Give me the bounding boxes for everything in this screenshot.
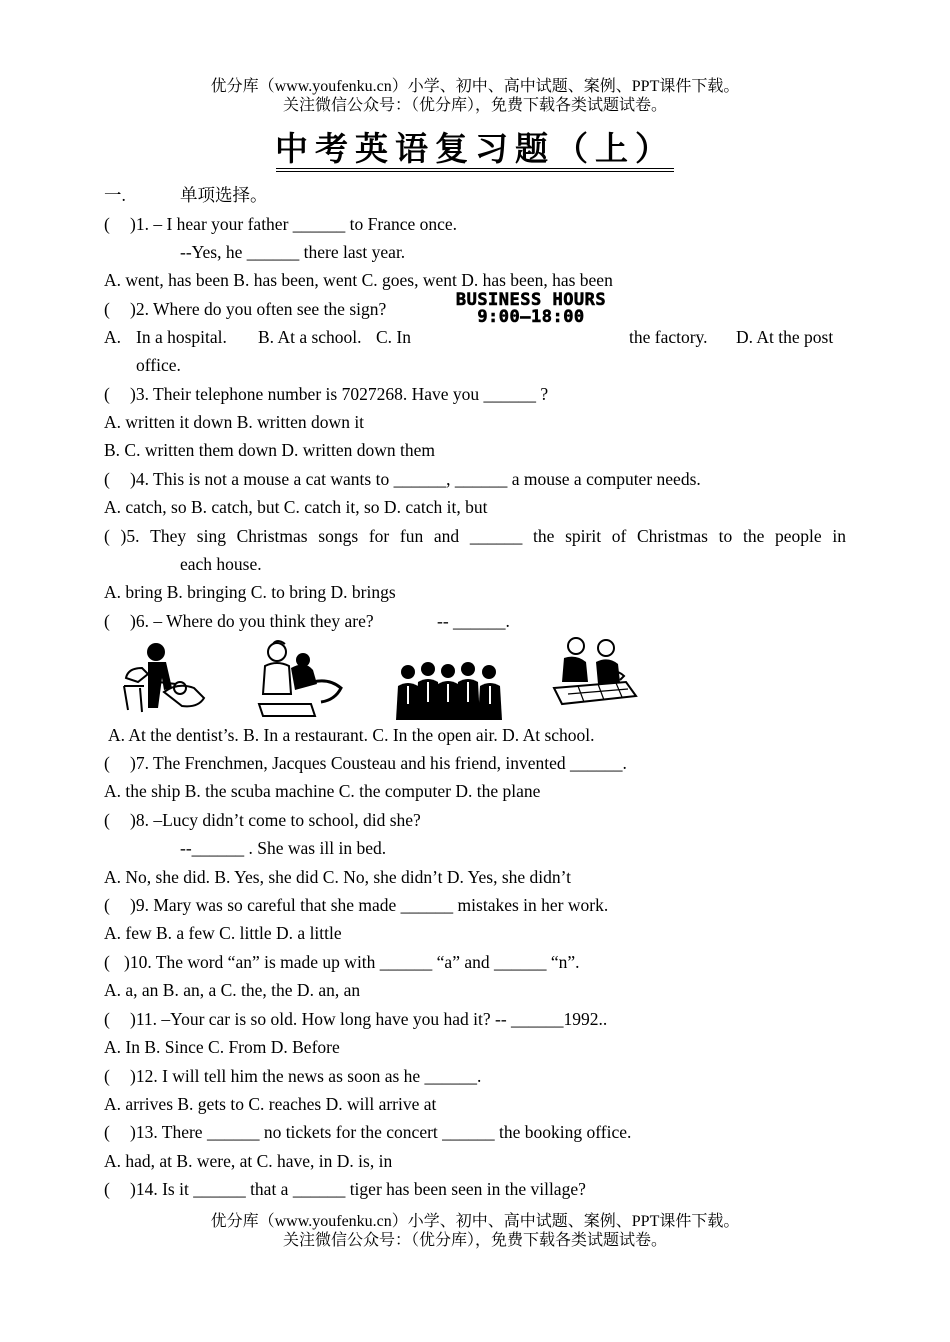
question-7: ( )7. The Frenchmen, Jacques Cousteau and his friend, invented ______. (104, 753, 627, 773)
question-2: ( )2. Where do you often see the sign? (104, 299, 387, 319)
question-4-options: A. catch, so B. catch, but C. catch it, so D. catch it, but (104, 497, 488, 517)
question-2-option-d: D. At the post (736, 327, 834, 347)
question-10: ( )10. The word “an” is made up with ______ “a” and ______ “n”. (104, 952, 580, 972)
question-12-options: A. arrives B. gets to C. reaches D. will arrive at (104, 1094, 437, 1114)
question-2-option-c: C. In (376, 327, 411, 347)
title-underline (276, 168, 674, 169)
header-line-1: 优分库（www.youfenku.cn）小学、初中、高中试题、案例、PPT课件下载。 (210, 78, 740, 95)
question-7-text: )7. The Frenchmen, Jacques Cousteau and his friend, invented ______. (130, 753, 627, 773)
header-line-2: 关注微信公众号：（优分库），免费下载各类试题试卷。 (282, 97, 667, 114)
question-14-text: )14. Is it ______ that a ______ tiger has been seen in the village? (130, 1179, 586, 1199)
section-number: 一. (104, 185, 126, 205)
footer-line-2: 关注微信公众号：（优分库），免费下载各类试题试卷。 (282, 1232, 667, 1249)
question-1-reply: --Yes, he ______ there last year. (180, 242, 406, 262)
question-2-text: )2. Where do you often see the sign? (130, 299, 387, 319)
question-3: ( )3. Their telephone number is 7027268. Have you ______ ? (104, 384, 549, 404)
question-1: ( )1. – I hear your father ______ to France once. (104, 214, 458, 234)
section-heading (104, 184, 268, 206)
question-2-option-b: B. At a school. (258, 327, 362, 347)
group-people-picture (394, 660, 504, 720)
page-footer (0, 1212, 950, 1250)
question-2-option-d-rest: office. (136, 355, 181, 375)
question-11-text: )11. –Your car is so old. How long have you had it? -- ______1992.. (130, 1009, 608, 1029)
question-1-options: A. went, has been B. has been, went C. goes, went D. has been, has been (104, 270, 613, 290)
question-4: ( )4. This is not a mouse a cat wants to ______, ______ a mouse a computer needs. (104, 469, 701, 489)
question-5-options: A. bring B. bringing C. to bring D. brings (104, 582, 396, 602)
question-1-text: )1. – I hear your father ______ to France once. (130, 214, 458, 234)
question-3-options-1: A. written it down B. written down it (104, 412, 365, 432)
question-2-option-a: In a hospital. (136, 327, 227, 347)
question-6-text: )6. – Where do you think they are? (130, 611, 374, 631)
question-6-options: A. At the dentist’s. B. In a restaurant. C. In the open air. D. At school. (108, 725, 595, 745)
question-8-text: )8. –Lucy didn’t come to school, did she? (130, 810, 421, 830)
question-8-options: A. No, she did. B. Yes, she did C. No, she didn’t D. Yes, she didn’t (104, 867, 572, 887)
question-11-options: A. In B. Since C. From D. Before (104, 1037, 340, 1057)
title-underline-2 (276, 171, 674, 172)
page-title: 中考英语复习题（上） (275, 129, 675, 168)
business-hours-sign (447, 292, 615, 326)
question-8-reply: --______ . She was ill in bed. (180, 838, 387, 858)
footer-line-1: 优分库（www.youfenku.cn）小学、初中、高中试题、案例、PPT课件下载。 (210, 1213, 740, 1230)
question-13-options: A. had, at B. were, at C. have, in D. is, in (104, 1151, 393, 1171)
question-8: ( )8. –Lucy didn’t come to school, did she? (104, 810, 421, 830)
sign-hours: 9:00—18:00 (477, 307, 585, 327)
question-9: ( )9. Mary was so careful that she made ______ mistakes in her work. (104, 895, 609, 915)
question-10-options: A. a, an B. an, a C. the, the D. an, an (104, 980, 361, 1000)
question-3-options-2: B. C. written them down D. written down them (104, 440, 436, 460)
question-10-text: )10. The word “an” is made up with ______ “a” and ______ “n”. (124, 952, 580, 972)
question-5: ( )5. They sing Christmas songs for fun and ______ the spirit of Christmas to the people in (104, 526, 846, 546)
question-3-text: )3. Their telephone number is 7027268. Have you ______ ? (130, 384, 549, 404)
question-5-continued: each house. (180, 554, 262, 574)
question-14: ( )14. Is it ______ that a ______ tiger has been seen in the village? (104, 1179, 586, 1199)
question-9-text: )9. Mary was so careful that she made ______ mistakes in her work. (130, 895, 609, 915)
question-6-blank: -- ______. (437, 611, 510, 631)
page-header (0, 77, 950, 115)
section-label: 单项选择。 (180, 185, 268, 205)
restaurant-picture (255, 638, 347, 720)
question-7-options: A. the ship B. the scuba machine C. the computer D. the plane (104, 781, 541, 801)
question-9-options: A. few B. a few C. little D. a little (104, 923, 342, 943)
question-2-option-a-label: A. (104, 327, 122, 347)
picnic-picture (548, 634, 640, 708)
question-13-text: )13. There ______ no tickets for the concert ______ the booking office. (130, 1122, 632, 1142)
question-11: ( )11. –Your car is so old. How long have you had it? -- ______1992.. (104, 1009, 608, 1029)
dentist-picture (118, 638, 208, 718)
question-2-option-c-rest: the factory. (629, 327, 708, 347)
question-4-text: )4. This is not a mouse a cat wants to ______, ______ a mouse a computer needs. (130, 469, 701, 489)
question-6: ( )6. – Where do you think they are? (104, 611, 374, 631)
question-12-text: )12. I will tell him the news as soon as he ______. (130, 1066, 482, 1086)
question-12: ( )12. I will tell him the news as soon as he ______. (104, 1066, 482, 1086)
question-13: ( )13. There ______ no tickets for the concert ______ the booking office. (104, 1122, 632, 1142)
sign-title: BUSINESS HOURS (455, 290, 607, 310)
